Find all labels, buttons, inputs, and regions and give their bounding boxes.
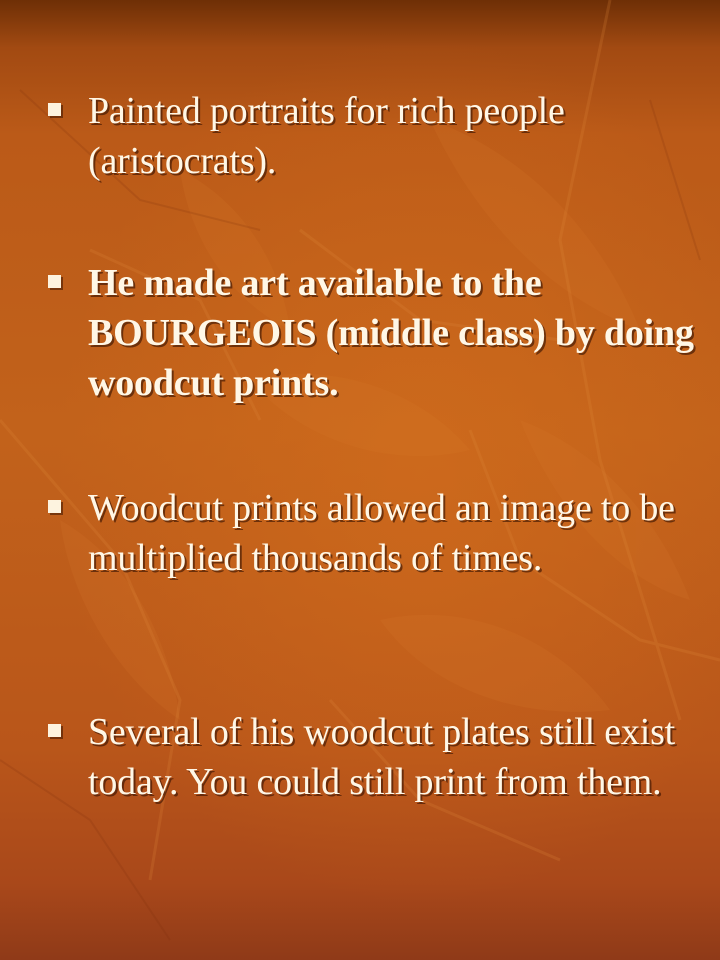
bullet-text: Woodcut prints allowed an image to be multiplied thousands of times. [88,487,675,579]
square-bullet-icon [48,500,61,513]
bullet-text: Several of his woodcut plates still exist today. You could still print from them. [88,711,676,803]
square-bullet-icon [48,275,61,288]
bullet-text: He made art available to the BOURGEOIS (middle class) by doing woodcut prints. [88,262,694,404]
bullet-text: Painted portraits for rich people (aristocrats). [88,90,565,182]
square-bullet-icon [48,103,61,116]
square-bullet-icon [48,724,61,737]
